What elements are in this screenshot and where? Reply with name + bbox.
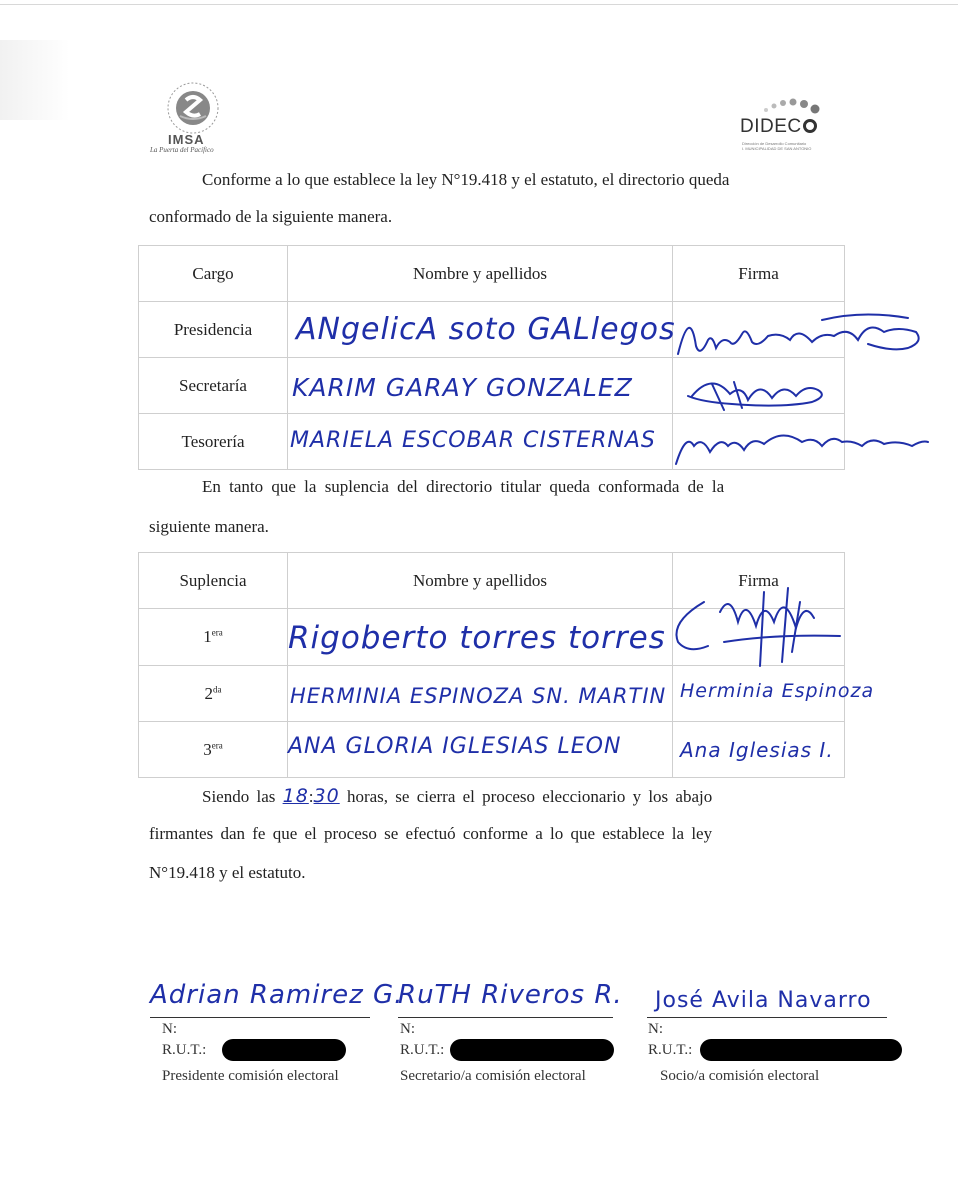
header-cargo: Cargo [139,246,288,302]
header-nombre: Nombre y apellidos [288,553,673,609]
dideco-logo [738,96,838,156]
rut-label: R.U.T.: [648,1042,693,1058]
signature-scribbles-directorio [672,296,942,471]
scan-top-edge [0,4,958,5]
suplencia-ordinal-cell: $2^{da}$ [139,666,288,722]
handwritten-signature: José Avila Navarro [655,988,872,1013]
suplencia-intro-line-2: siguiente manera. [149,517,269,536]
closing-line-3: N°19.418 y el estatuto. [149,863,306,882]
n-label: N: [162,1021,177,1037]
n-label: N: [400,1021,415,1037]
imsa-tagline: La Puerta del Pacífico [150,146,214,154]
handwritten-name-suplente-2: HERMINIA ESPINOZA SN. MARTIN [290,684,667,708]
header-nombre: Nombre y apellidos [288,246,673,302]
handwritten-name-suplente-1: Rigoberto torres torres [288,620,666,656]
dideco-o-icon [803,119,817,133]
redaction-bar [222,1039,346,1061]
role-label: Secretario/a comisión electoral [400,1068,586,1084]
suplencia-ordinal-cell: $3^{era}$ [139,722,288,778]
dideco-subtitle: Dirección de Desarrollo Comunitario I. MUNICIPALIDAD DE SAN ANTONIO [742,141,812,151]
role-label: Socio/a comisión electoral [660,1068,820,1084]
handwritten-name-suplente-3: ANA GLORIA IGLESIAS LEON [288,734,622,759]
signature-line [150,1017,370,1018]
suplencia-intro-line-1: En tanto que la suplencia del directorio titular queda conformada de la [202,477,725,496]
rut-label: R.U.T.: [162,1042,207,1058]
handwritten-signature-suplente-3: Ana Iglesias I. [680,738,834,762]
intro-line-1: Conforme a lo que establece la ley N°19.418 y el estatuto, el directorio queda [202,170,730,189]
cargo-cell: Presidencia [139,302,288,358]
handwritten-signature: Adrian Ramirez G. [150,980,404,1010]
suplencia-ordinal-cell: $1^{era}$ [139,609,288,666]
redaction-bar [700,1039,902,1061]
imsa-emblem-icon [150,80,236,136]
handwritten-signature: RuTH Riveros R. [398,980,623,1010]
intro-line-2: conformado de la siguiente manera. [149,207,393,226]
header-suplencia: Suplencia [139,553,288,609]
dideco-dots-icon [760,96,830,116]
cargo-cell: Secretaría [139,358,288,414]
role-label: Presidente comisión electoral [162,1068,339,1084]
cargo-cell: Tesorería [139,414,288,470]
handwritten-minute: 30 [313,785,340,807]
imsa-logo [150,80,236,160]
header-firma: Firma [673,553,845,609]
dideco-brand: DIDEC [740,116,817,138]
header-firma: Firma [673,246,845,302]
signature-line [647,1017,887,1018]
handwritten-name-presidencia: ANgelicA soto GALlegos [296,312,676,347]
n-label: N: [648,1021,663,1037]
handwritten-name-secretaria: KARIM GARAY GONZALEZ [292,373,633,402]
signature-line [398,1017,613,1018]
scan-smudge [0,40,70,120]
handwritten-name-tesoreria: MARIELA ESCOBAR CISTERNAS [290,428,656,453]
handwritten-signature-suplente-2: Herminia Espinoza [680,680,875,702]
table-header-row [139,246,845,302]
imsa-brand: IMSA [168,132,205,147]
signature-scribble-suplente-1 [664,582,874,672]
redaction-bar [450,1039,614,1061]
handwritten-hour: 18 [282,785,309,807]
closing-line-1: Siendo las 18:30 horas, se cierra el proceso eleccionario y los abajo [202,785,713,807]
closing-line-2: firmantes dan fe que el proceso se efectuó conforme a lo que establece la ley [149,824,713,843]
rut-label: R.U.T.: [400,1042,445,1058]
